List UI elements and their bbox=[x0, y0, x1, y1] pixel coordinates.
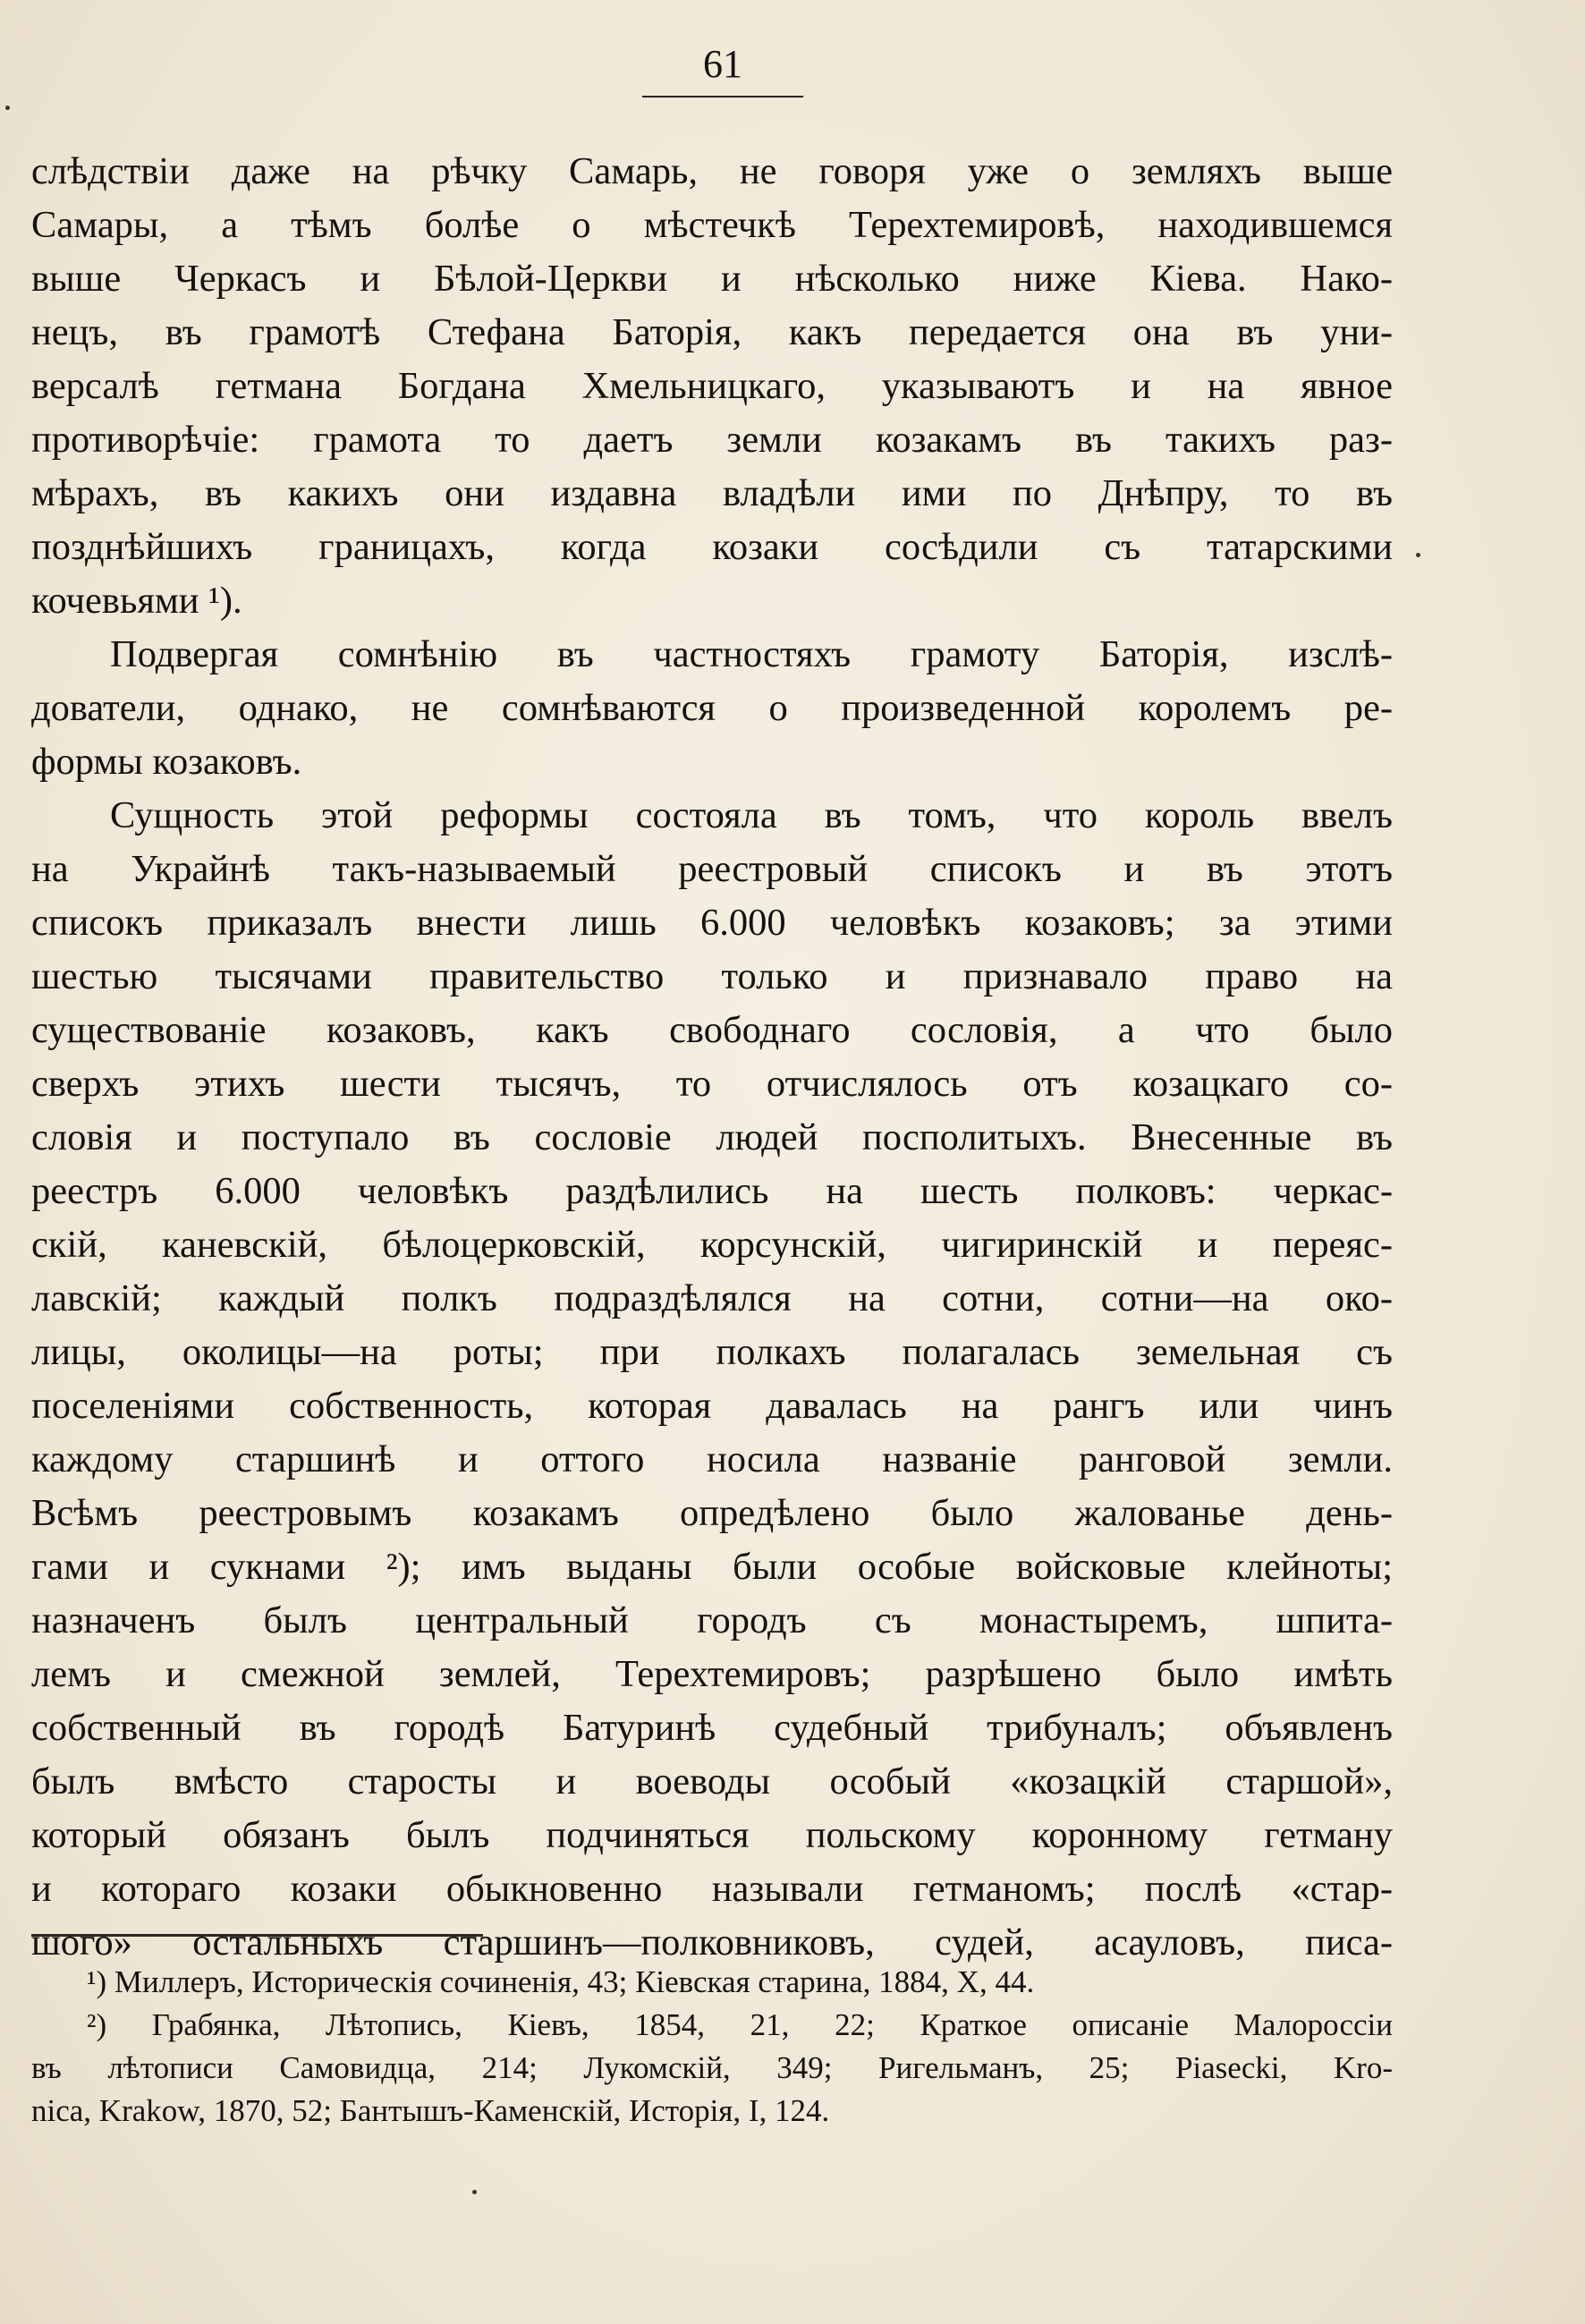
text-line: лемъ и смежной землей, Терехтемировъ; разрѣшено было имѣть bbox=[31, 1653, 1393, 1695]
text-line: сверхъ этихъ шести тысячъ, то отчислялось отъ козацкаго со- bbox=[31, 1063, 1393, 1105]
text-line: позднѣйшихъ границахъ, когда козаки сосѣдили съ татарскими bbox=[31, 526, 1393, 568]
text-line: нецъ, въ грамотѣ Стефана Баторія, какъ передается она въ уни- bbox=[31, 311, 1393, 353]
text-line: лицы, околицы—на роты; при полкахъ полагалась земельная съ bbox=[31, 1331, 1393, 1373]
text-line: дователи, однако, не сомнѣваются о произведенной королемъ ре- bbox=[31, 687, 1393, 729]
main-text bbox=[31, 145, 1393, 1970]
print-speck bbox=[5, 106, 10, 110]
text-line: назначенъ былъ центральный городъ съ монастыремъ, шпита- bbox=[31, 1599, 1393, 1641]
text-line: Всѣмъ реестровымъ козакамъ опредѣлено было жалованье день- bbox=[31, 1492, 1393, 1534]
text-line: реестръ 6.000 человѣкъ раздѣлились на шесть полковъ: черкас- bbox=[31, 1170, 1393, 1212]
text-line: поселеніями собственность, которая давалась на рангъ или чинъ bbox=[31, 1385, 1393, 1427]
print-speck bbox=[1416, 553, 1420, 557]
text-line: который обязанъ былъ подчиняться польскому коронному гетману bbox=[31, 1814, 1393, 1856]
text-line: скій, каневскій, бѣлоцерковскій, корсунскій, чигиринскій и переяс- bbox=[31, 1224, 1393, 1266]
print-speck bbox=[472, 2190, 477, 2194]
paragraph-end-line: формы козаковъ. bbox=[31, 741, 302, 783]
footnote-2-end: nica, Krakow, 1870, 52; Бантышъ-Каменскій, Исторія, I, 124. bbox=[31, 2093, 830, 2128]
text-line: мѣрахъ, въ какихъ они издавна владѣли ими по Днѣпру, то въ bbox=[31, 472, 1393, 514]
footnote-rule bbox=[31, 1934, 483, 1937]
text-line: лавскій; каждый полкъ подраздѣлялся на сотни, сотни—на око- bbox=[31, 1277, 1393, 1319]
text-line: шого» остальныхъ старшинъ—полковниковъ, судей, асауловъ, писа- bbox=[31, 1921, 1393, 1964]
text-line: гами и сукнами ²); имъ выданы были особые войсковые клейноты; bbox=[31, 1546, 1393, 1588]
footnote-1: ¹) Миллеръ, Историческія сочиненія, 43; Кіевская старина, 1884, X, 44. bbox=[87, 1964, 1035, 1999]
text-line: каждому старшинѣ и оттого носила названіе ранговой земли. bbox=[31, 1438, 1393, 1480]
footnote-2-continued: въ лѣтописи Самовидца, 214; Лукомскій, 349; Ригельманъ, 25; Piasecki, Kro- bbox=[31, 2050, 1393, 2085]
text-line: и котораго козаки обыкновенно называли гетманомъ; послѣ «стар- bbox=[31, 1868, 1393, 1910]
text-line: словія и поступало въ сословіе людей посполитыхъ. Внесенные въ bbox=[31, 1116, 1393, 1158]
paragraph-first-line: Подвергая сомнѣнію въ частностяхъ грамоту Баторія, изслѣ- bbox=[110, 633, 1393, 675]
text-line: списокъ приказалъ внести лишь 6.000 человѣкъ козаковъ; за этими bbox=[31, 902, 1393, 944]
text-line: выше Черкасъ и Бѣлой-Церкви и нѣсколько ниже Кіева. Нако- bbox=[31, 258, 1393, 300]
footnote-2: ²) Грабянка, Лѣтопись, Кіевъ, 1854, 21, 22; Краткое описаніе Малороссіи bbox=[87, 2007, 1393, 2042]
text-line: собственный въ городѣ Батуринѣ судебный трибуналъ; объявленъ bbox=[31, 1707, 1393, 1749]
text-line: противорѣчіе: грамота то даетъ земли козакамъ въ такихъ раз- bbox=[31, 419, 1393, 461]
text-line: на Украйнѣ такъ-называемый реестровый списокъ и въ этотъ bbox=[31, 848, 1393, 890]
text-line: Самары, а тѣмъ болѣе о мѣстечкѣ Терехтемировѣ, находившемся bbox=[31, 204, 1393, 246]
text-line: шестью тысячами правительство только и признавало право на bbox=[31, 955, 1393, 997]
text-line: былъ вмѣсто старосты и воеводы особый «козацкій старшой», bbox=[31, 1760, 1393, 1802]
text-line: существованіе козаковъ, какъ свободнаго сословія, а что было bbox=[31, 1009, 1393, 1051]
paragraph-first-line: Сущность этой реформы состояла въ томъ, что король ввелъ bbox=[110, 794, 1393, 836]
text-line: версалѣ гетмана Богдана Хмельницкаго, указываютъ и на явное bbox=[31, 365, 1393, 407]
paragraph-end-line: кочевьями ¹). bbox=[31, 580, 242, 622]
page-number: 61 bbox=[703, 42, 742, 86]
text-line: слѣдствіи даже на рѣчку Самарь, не говоря уже о земляхъ выше bbox=[31, 150, 1393, 192]
footnotes bbox=[31, 1961, 1393, 2133]
header-rule bbox=[642, 96, 803, 98]
